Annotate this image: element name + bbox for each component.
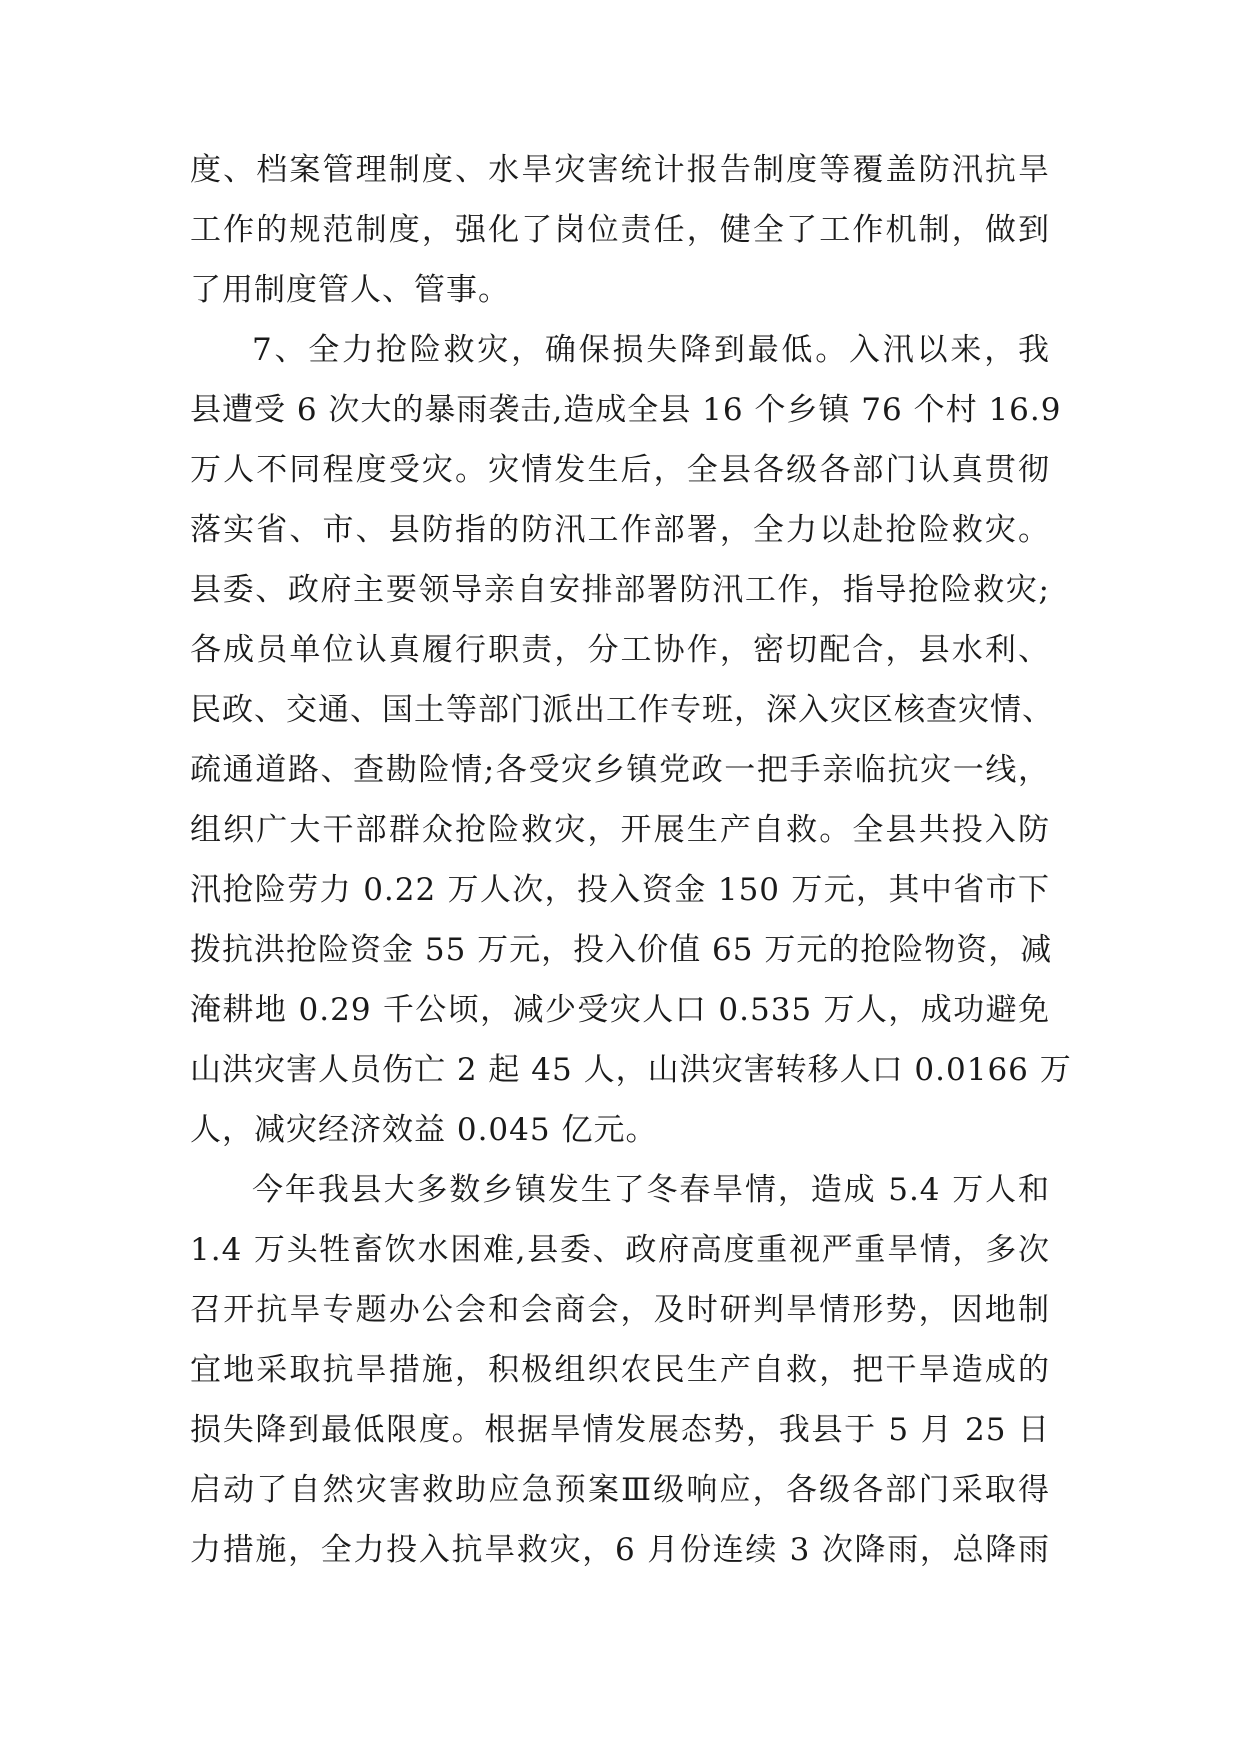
text-line-5: 县遭受 6 次大的暴雨袭击,造成全县 16 个乡镇 76 个村 16.9 xyxy=(190,392,1062,428)
text-line-3: 了用制度管人、管事。 xyxy=(190,272,510,308)
text-line-14: 拨抗洪抢险资金 55 万元，投入价值 65 万元的抢险物资，减 xyxy=(190,932,1053,968)
text-line-13: 汛抢险劳力 0.22 万人次，投入资金 150 万元，其中省市下 xyxy=(190,872,1050,908)
text-line-11: 疏通道路、查勘险情;各受灾乡镇党政一把手亲临抗灾一线， xyxy=(190,752,1050,788)
text-line-24: 力措施，全力投入抗旱救灾，6 月份连续 3 次降雨，总降雨 xyxy=(190,1532,1050,1568)
text-line-22: 损失降到最低限度。根据旱情发展态势，我县于 5 月 25 日 xyxy=(190,1412,1050,1448)
text-line-19: 1.4 万头牲畜饮水困难,县委、政府高度重视严重旱情，多次 xyxy=(190,1232,1050,1268)
text-line-21: 宜地采取抗旱措施，积极组织农民生产自救，把干旱造成的 xyxy=(190,1352,1050,1388)
text-line-2: 工作的规范制度，强化了岗位责任，健全了工作机制，做到 xyxy=(190,212,1050,248)
text-line-1: 度、档案管理制度、水旱灾害统计报告制度等覆盖防汛抗旱 xyxy=(190,152,1050,188)
text-line-17: 人，减灾经济效益 0.045 亿元。 xyxy=(190,1112,658,1148)
text-line-12: 组织广大干部群众抢险救灾，开展生产自救。全县共投入防 xyxy=(190,812,1050,848)
text-line-20: 召开抗旱专题办公会和会商会，及时研判旱情形势，因地制 xyxy=(190,1292,1050,1328)
text-line-9: 各成员单位认真履行职责，分工协作，密切配合，县水利、 xyxy=(190,632,1050,668)
text-line-7: 落实省、市、县防指的防汛工作部署，全力以赴抢险救灾。 xyxy=(190,512,1050,548)
text-line-4: 7、全力抢险救灾，确保损失降到最低。入汛以来，我 xyxy=(252,332,1050,368)
text-line-6: 万人不同程度受灾。灾情发生后，全县各级各部门认真贯彻 xyxy=(190,452,1050,488)
text-line-8: 县委、政府主要领导亲自安排部署防汛工作，指导抢险救灾; xyxy=(190,572,1050,608)
text-line-23: 启动了自然灾害救助应急预案Ⅲ级响应，各级各部门采取得 xyxy=(190,1472,1050,1508)
text-line-10: 民政、交通、国土等部门派出工作专班，深入灾区核查灾情、 xyxy=(190,692,1054,728)
text-line-15: 淹耕地 0.29 千公顷，减少受灾人口 0.535 万人，成功避免 xyxy=(190,992,1050,1028)
text-line-18: 今年我县大多数乡镇发生了冬春旱情，造成 5.4 万人和 xyxy=(252,1172,1050,1208)
text-line-16: 山洪灾害人员伤亡 2 起 45 人，山洪灾害转移人口 0.0166 万 xyxy=(190,1052,1072,1088)
